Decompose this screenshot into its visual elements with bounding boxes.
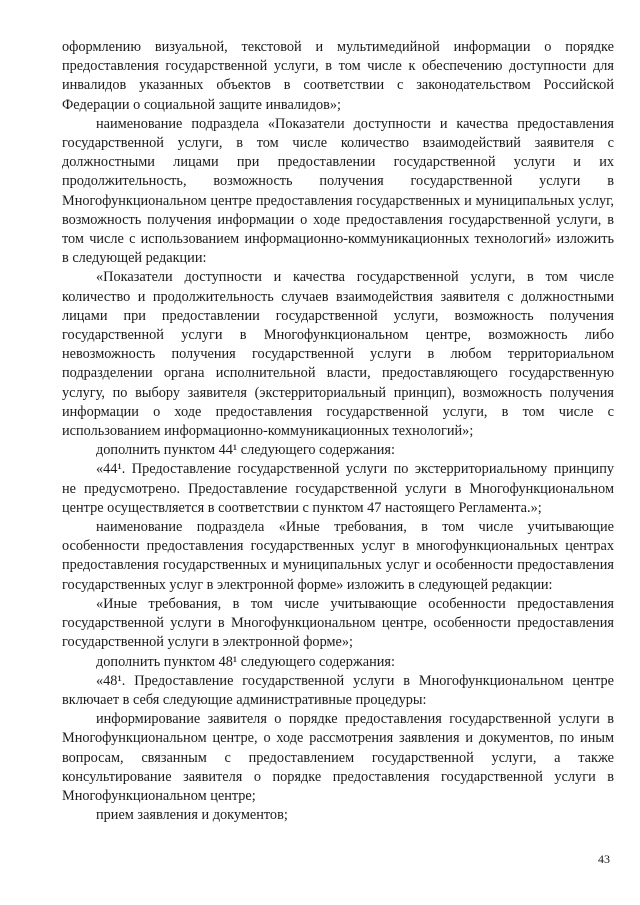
paragraph: «44¹. Предоставление государственной услуги по экстерриториальному принципу не предусмотрено. Предоставление государственной услуги в Многофункциональном центре осуществляется в соответствии с пунктом 47 настоящего Регламента.»; (62, 461, 614, 516)
page-number: 43 (598, 852, 610, 866)
paragraph: наименование подраздела «Показатели доступности и качества предоставления государственной услуги, в том числе количество взаимодействий заявителя с должностными лицами при предоставлении государственной услуги и их продолжительность, возможность получения государственной услуги в Многофункциональном центре предоставления государственных и муниципальных услуг, возможность получения информации о ходе предоставления государственной услуги, в том числе с использованием информационно-коммуникационных технологий» изложить в следующей редакции: (62, 115, 614, 267)
paragraph: «Иные требования, в том числе учитывающие особенности предоставления государственной услуги в Многофункциональном центре, особенности предоставления государственной услуги в электронной форме»; (62, 595, 614, 651)
paragraph: информирование заявителя о порядке предоставления государственной услуги в Многофункциональном центре, о ходе рассмотрения заявления и документов, по иным вопросам, связанным с предоставлением государственной услуги, а также консультирование заявителя о порядке предоставления государственной услуги в Многофункциональном центре; (62, 711, 614, 804)
document-body (62, 38, 614, 825)
paragraph: прием заявления и документов; (96, 807, 288, 824)
paragraph: «48¹. Предоставление государственной услуги в Многофункциональном центре включает в себя следующие административные процедуры: (62, 672, 614, 708)
paragraph: наименование подраздела «Иные требования, в том числе учитывающие особенности предоставления государственных услуг в многофункциональных центрах предоставления государственных и муниципальных услуг и особенности предоставления государственных услуг в электронной форме» изложить в следующей редакции: (62, 519, 614, 593)
paragraph: дополнить пунктом 44¹ следующего содержания: (96, 442, 395, 459)
paragraph: дополнить пунктом 48¹ следующего содержания: (96, 653, 395, 670)
paragraph-continuation: оформлению визуальной, текстовой и мультимедийной информации о порядке предоставления государственной услуги, в том числе к обеспечению доступности для инвалидов указанных объектов в соответствии с законодательством Российской Федерации о социальной защите инвалидов»; (62, 39, 614, 113)
paragraph: «Показатели доступности и качества государственной услуги, в том числе количество и продолжительность случаев взаимодействия заявителя с должностными лицами при предоставлении государственной услуги, возможность получения государственной услуги в Многофункциональном центре, возможность либо невозможность получения государственной услуги в любом территориальном подразделении органа исполнительной власти, предоставляющего государственную услугу, по выбору заявителя (экстерриториальный принцип), возможность получения информации о ходе предоставления государственной услуги, в том числе с использованием информационно-коммуникационных технологий»; (62, 269, 614, 440)
